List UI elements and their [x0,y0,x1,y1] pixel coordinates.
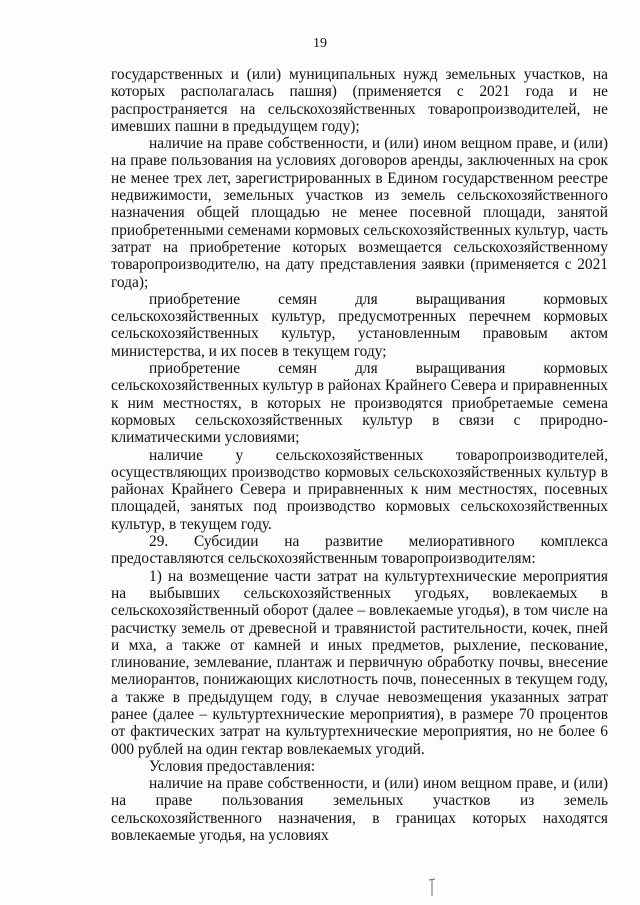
paragraph: приобретение семян для выращивания кормовых сельскохозяйственных культур в районах Крайнего Севера и приравненных к ним местностях, в которых не производятся приобретаемые семена кормовых сельскохозяйственных культур в связи с природно-климатическими условиями; [111,360,608,447]
paragraph: наличие на праве собственности, и (или) ином вещном праве, и (или) на праве пользования на условиях договоров аренды, заключенных на срок не менее трех лет, зарегистрированных в Едином государственном реестре недвижимости, земельных участков из земель сельскохозяйственного назначения общей площадью не менее посевной площади, занятой приобретенными семенами кормовых сельскохозяйственных культур, часть затрат на приобретение которых возмещается сельскохозяйственному товаропроизводителю, на дату представления заявки (применяется с 2021 года); [111,135,608,291]
page-number: 19 [313,36,327,51]
document-body [111,66,608,844]
paragraph: 29. Субсидии на развитие мелиоративного комплекса предоставляются сельскохозяйственным товаропроизводителям: [111,533,608,568]
paragraph: государственных и (или) муниципальных нужд земельных участков, на которых располагалась пашня) (применяется с 2021 года и не распространяется на сельскохозяйственных товаропроизводителей, не имевших пашни в предыдущем году); [111,66,608,135]
paragraph: 1) на возмещение части затрат на культуртехнические мероприятия на выбывших сельскохозяйственных угодьях, вовлекаемых в сельскохозяйственный оборот (далее – вовлекаемые угодья), в том числе на расчистку земель от древесной и травянистой растительности, кочек, пней и мха, а также от камней и иных предметов, рыхление, пескование, глинование, землевание, плантаж и первичную обработку почвы, внесение мелиорантов, понижающих кислотность почв, понесенных в текущем году, а также в предыдущем году, в случае невозмещения указанных затрат ранее (далее – культуртехнические мероприятия), в размере 70 процентов от фактических затрат на культуртехнические мероприятия, но не более 6 000 рублей на один гектар вовлекаемых угодий. [111,567,608,758]
paragraph: Условия предоставления: [149,757,316,775]
paragraph: наличие на праве собственности, и (или) ином вещном праве, и (или) на праве пользования земельных участков из земель сельскохозяйственного назначения, в границах которых находятся вовлекаемые угодья, на условиях [111,775,608,845]
paragraph: наличие у сельскохозяйственных товаропроизводителей, осуществляющих производство кормовых сельскохозяйственных культур в районах Крайнего Севера и приравненных к ним местностях, посевных площадей, занятых под производство кормовых сельскохозяйственных культур, в текущем году. [111,446,608,533]
paragraph: приобретение семян для выращивания кормовых сельскохозяйственных культур, предусмотренных перечнем кормовых сельскохозяйственных культур, установленным правовым актом министерства, и их посев в текущем году; [111,290,608,360]
scan-mark-icon [426,878,438,898]
